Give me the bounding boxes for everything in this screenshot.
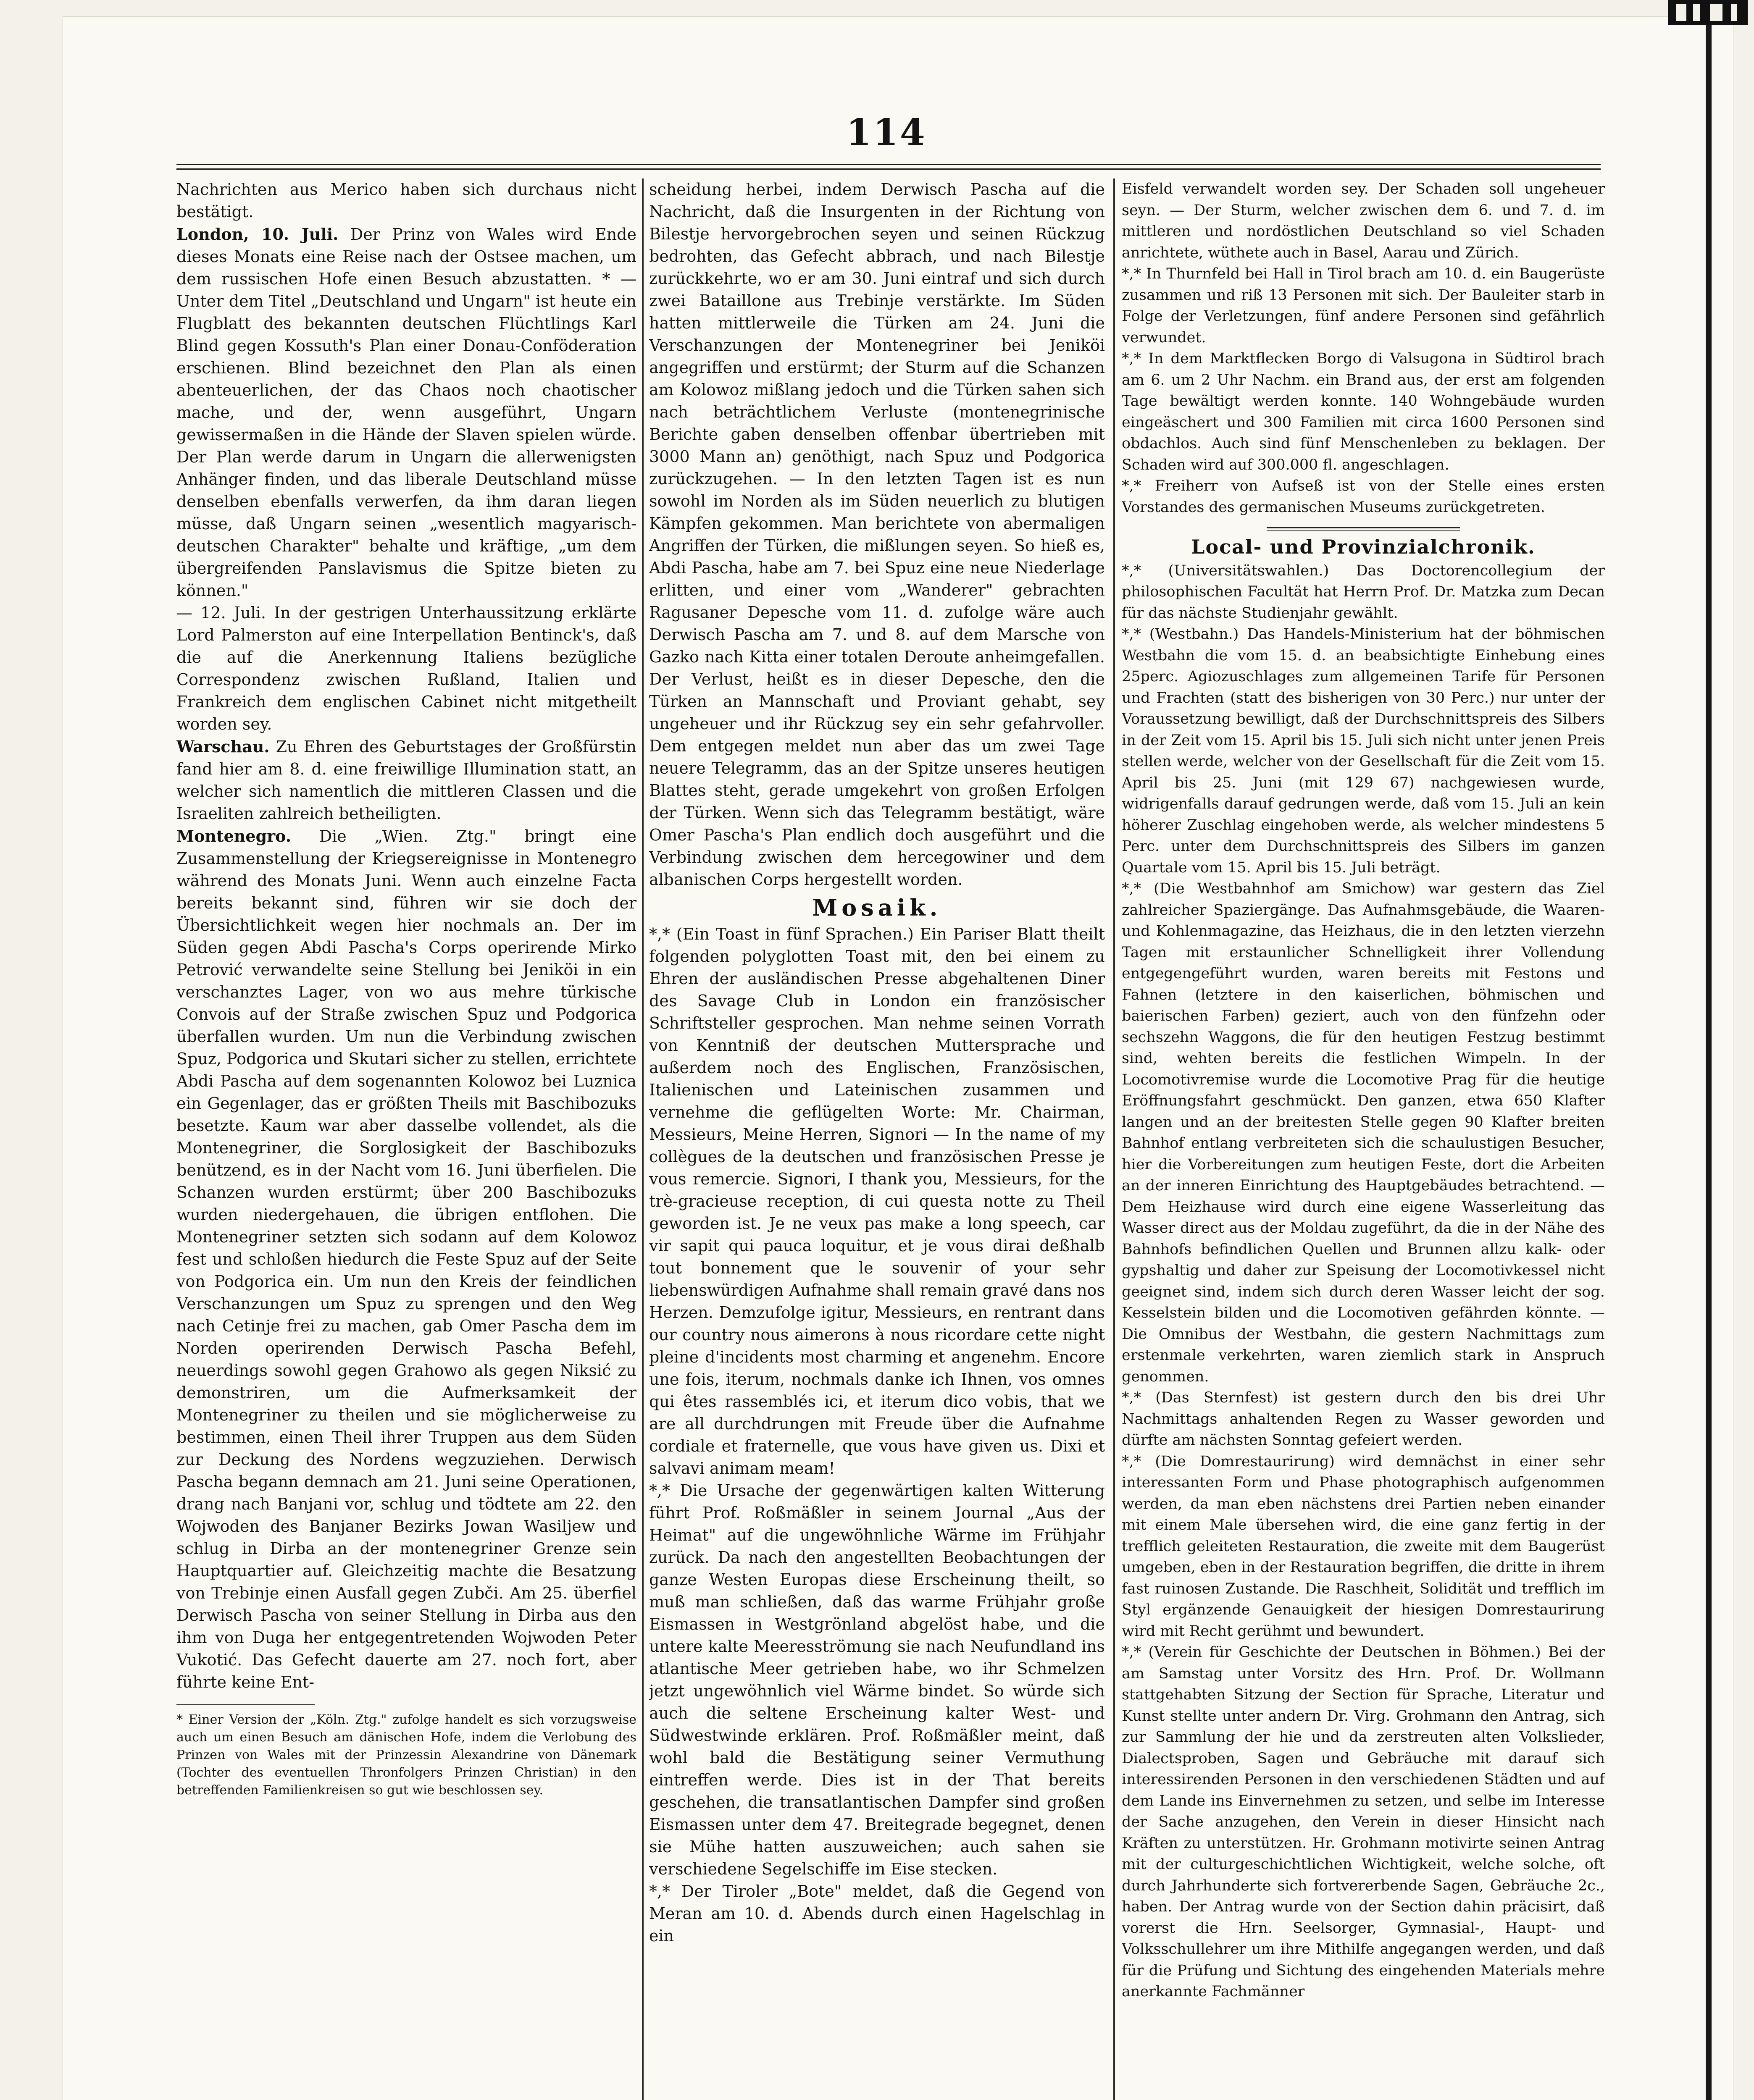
article-paragraph: *,* (Universitätswahlen.) Das Doctorencollegium der philosophischen Facultät hat Herrn Prof. Dr. Matzka zum Decan für das nächste Studienjahr gewählt. — [1122, 562, 1605, 622]
header-rule — [176, 164, 1601, 170]
column-3 — [1122, 178, 1605, 2100]
article-paragraph — [176, 735, 636, 825]
article-paragraph: *,* (Das Sternfest) ist gestern durch den bis drei Uhr Nachmittags anhaltenden Regen zu Wasser geworden und dürfte am nächsten Sonntag gefeiert werden. — [1122, 1389, 1605, 1449]
article-paragraph: *,* Der Tiroler „Bote" meldet, daß die Gegend von Meran am 10. d. Abends durch einen Hagelschlag in ein — [649, 1882, 1105, 1945]
article-paragraph: *,* (Westbahn.) Das Handels-Ministerium hat der böhmischen Westbahn die vom 15. d. an beabsichtigte Einhebung eines 25perc. Agiozuschlages zum allgemeinen Tarife für Personen und Frachten (statt des bisherigen von 30 Perc.) nur unter der Voraussetzung bewilligt, daß der Durchschnittspreis des Silbers in der Zeit vom 15. April bis 15. Juli sich nicht unter jenen Preis stellen werde, welcher von der Gesellschaft für die Zeit vom 15. April bis 25. Juni (mit 129 67) nachgewiesen wurde, widrigenfalls darauf gedrungen werde, daß vom 15. Juli an kein höherer Zuschlag eingehoben werde, als welcher mindestens 5 Perc. unter dem Durchschnittspreis des Silbers im ganzen Quartale vom 15. April bis 15. Juli beträgt. — [1122, 626, 1605, 876]
dateline-montenegro: Montenegro. — [176, 827, 292, 845]
article-paragraph: Nachrichten aus Merico haben sich durchaus nicht bestätigt. — [176, 180, 636, 221]
article-paragraph: *,* Freiherr von Aufseß ist von der Stelle eines ersten Vorstandes des germanischen Museums zurückgetreten. — [1122, 478, 1605, 516]
article-text: Ein Pariser Blatt theilt folgenden polyglotten Toast mit, den bei einem zu Ehren der ausländischen Presse abgehaltenen Diner des Savage Club in London ein französischer Schriftsteller gesprochen. Man nehme seinen Vorrath von Kenntniß der deutschen Muttersprache und außerdem noch des Englischen, Französischen, Italienischen und Lateinischen zusammen und vernehme die geflügelten Worte: Mr. Chairman, Messieurs, Meine Herren, Signori — In the name of my collègues de la deutschen und französischen Presse je vous remercie. Signori, I thank you, Messieurs, for the trè-gracieuse reception, di cui questa notte zu Theil geworden ist. Je ne veux pas make a long speech, car vir sapit qui pauca loquitur, et je vous dirai deßhalb tout bonnement que le souvenir of your sehr liebenswürdigen Aufnahme shall remain gravé dans nos Herzen. Demzufolge igitur, Messieurs, en rentrant dans our country nous aimerons à nous ricordare cette night pleine d'incidents most charming et angenehm. Encore une fois, iterum, nochmals danke ich Ihnen, vos omnes qui êtes rassemblés ici, et iterum dico vobis, that we are all durchdrungen mit Freude über die Aufnahme cordiale et fraternelle, que vous have given us. Dixi et salvavi animam meam! — [649, 925, 1105, 1478]
section-rule — [1267, 527, 1460, 531]
footnote: * Einer Version der „Köln. Ztg." zufolge handelt es sich vorzugsweise auch um einen Besuch am dänischen Hofe, indem die Verlobung des Prinzen von Wales mit der Prinzessin Alexandrine von Dänemark (Tochter des eventuellen Thronfolgers Prinzen Christian) in den betreffenden Familienkreisen so gut wie beschlossen sey. — [176, 1712, 636, 1798]
article-paragraph: *,* Die Ursache der gegenwärtigen kalten Witterung führt Prof. Roßmäßler in seinem Journal „Aus der Heimat" auf die ungewöhnliche Wärme im Frühjahr zurück. Da nach den angestellten Beobachtungen der ganze Westen Europas diese Erscheinung theilt, so muß man schließen, daß das warme Frühjahr große Eismassen in Westgrönland abgelöst habe, und die untere kalte Meeresströmung sie nach Neufundland ins atlantische Meer getrieben habe, wo ihr Schmelzen jetzt ungewöhnlich viel Wärme bindet. So würde sich auch die seltene Erscheinung kalter West- und Südwestwinde erklären. Prof. Roßmäßler meint, daß wohl bald die Bestätigung seiner Vermuthung eintreffen werde. Dies ist in der That bereits geschehen, die transatlantischen Dampfer sind großen Eismassen unter dem 47. Breitegrade begegnet, denen sie Mühe hatten auszuweichen; auch sahen sie verschiedene Segelschiffe im Eise stecken. — [649, 1481, 1105, 1878]
column-divider — [1113, 178, 1115, 2100]
article-paragraph: *,* In dem Marktflecken Borgo di Valsugona in Südtirol brach am 6. um 2 Uhr Nachm. ein Brand aus, der erst am folgenden Tage bewältigt werden konnte. 140 Wohngebäude wurden eingeäschert und 300 Familien mit circa 1600 Personen sind obdachlos. Auch sind fünf Menschenleben zu beklagen. Der Schaden wird auf 300.000 fl. angeschlagen. — [1122, 350, 1605, 473]
column-1 — [176, 178, 636, 2100]
section-heading-mosaik: Mosaik. — [812, 894, 942, 921]
article-paragraph: *,* In Thurnfeld bei Hall in Tirol brach am 10. d. ein Baugerüste zusammen und riß 13 Personen mit sich. Der Bauleiter starb in Folge der Verletzungen, fünf andere Personen sind gefährlich verwundet. — [1122, 265, 1605, 346]
column-divider — [642, 178, 644, 2100]
article-paragraph: — 12. Juli. In der gestrigen Unterhaussitzung erklärte Lord Palmerston auf eine Interpellation Bentinck's, daß die auf die Anerkennung Italiens bezügliche Correspondenz zwischen Rußland, Italien und Frankreich dem englischen Cabinet nicht mitgetheilt worden sey. — [176, 604, 636, 733]
article-paragraph: *,* (Die Domrestaurirung) wird demnächst in einer sehr interessanten Form und Phase photographisch aufgenommen werden, da man eben nächstens drei Partien neben einander mit einem Male übersehen wird, die eine ganz fertig in der trefflich geleiteten Restauration, die zweite mit dem Baugerüst umgeben, eben in der Restauration begriffen, die dritte in ihrem fast ruinosen Zustande. Die Raschheit, Solidität und trefflich im Styl ergänzende Genauigkeit der hiesigen Domrestaurirung wird mit Recht gerühmt und bewundert. — [1122, 1453, 1605, 1640]
dateline-warschau: Warschau. — [176, 737, 270, 756]
page-edge-border — [1706, 17, 1712, 2100]
article-paragraph: *,* (Die Westbahnhof am Smichow) war gestern das Ziel zahlreicher Spaziergänge. Das Aufnahmsgebäude, die Waaren- und Kohlenmagazine, das Heizhaus, die in den letzten vierzehn Tagen mit erstaunlicher Schnelligkeit ihrer Vollendung entgegengeführt wurden, waren bereits mit Festons und Fahnen (letztere in den kaiserlichen, böhmischen und baierischen Farben) geziert, auch von den fünfzehn oder sechszehn Waggons, die für den heutigen Festzug bestimmt sind, wehten bereits die festlichen Wimpeln. In der Locomotivremise wurde die Locomotive Prag für die heutige Eröffnungsfahrt geschmückt. Den ganzen, etwa 650 Klafter langen und an der breitesten Stelle gegen 90 Klafter breiten Bahnhof entlang verbreiteten sich die schaulustigen Besucher, hier die Vorbereitungen zum heutigen Feste, dort die Arbeiten an der inneren Einrichtung des Hauptgebäudes betrachtend. — Dem Heizhause wird durch eine eigene Wasserleitung das Wasser direct aus der Moldau zugeführt, da die in der Nähe des Bahnhofs befindlichen Quellen und Brunnen allzu kalk- oder gypshaltig und daher zur Speisung der Locomotivkessel nicht geeignet sind, indem sich durch deren Wasser leicht der sog. Kesselstein bilden und die Locomotiven gefährden könnte. — Die Omnibus der Westbahn, die gestern Nachmittags zum erstenmale verkehrten, waren ziemlich stark in Anspruch genommen. — [1122, 880, 1605, 1385]
page-number: 114 — [846, 111, 927, 154]
article-text: Zu Ehren des Geburtstages der Großfürstin fand hier am 8. d. eine freiwillige Illumination statt, an welcher sich namentlich die mittleren Classen und die Israeliten zahlreich betheiligten. — [176, 738, 636, 823]
article-text: Der Prinz von Wales wird Ende dieses Monats eine Reise nach der Ostsee machen, um dem russischen Hofe einen Besuch abzustatten. * — Unter dem Titel „Deutschland und Ungarn" ist heute ein Flugblatt des bekannten deutschen Flüchtlings Karl Blind gegen Kossuth's Plan einer Donau-Conföderation erschienen. Blind bezeichnet den Plan als einen abenteuerlichen, der das Chaos noch chaotischer mache, und der, wenn ausgeführt, Ungarn gewissermaßen in die Hände der Slaven spielen würde. Der Plan werde darum in Ungarn die allerwenigsten Anhänger finden, und das liberale Deutschland müsse denselben ebenfalls verwerfen, da ihm daran liegen müsse, daß Ungarn seinen „wesentlich magyarisch-deutschen Charakter" behalte und kräftige, „um dem übergreifenden Panslavismus die Spitze bieten zu können." — [176, 225, 636, 600]
footnote-rule — [176, 1704, 315, 1705]
article-paragraph — [176, 223, 636, 602]
article-paragraph: *,* (Verein für Geschichte der Deutschen in Böhmen.) Bei der am Samstag unter Vorsitz des Hrn. Prof. Dr. Wollmann stattgehabten Sitzung der Section für Sprache, Literatur und Kunst stellte unter andern Dr. Virg. Grohmann den Antrag, sich zur Sammlung der hie und da zerstreuten alten Volkslieder, Dialectsproben, Sagen und Gebräuche mit darauf sich interessirenden Personen in den verschiedenen Städten und auf dem Lande ins Einvernehmen zu setzen, und selbe im Interesse der Sache anzugehen, den Verein in dieser Hinsicht nach Kräften zu unterstützen. Hr. Grohmann motivirte seinen Antrag mit der culturgeschichtlichen Wichtigkeit, welche solche, oft durch Jahrhunderte sich fortvererbende Sagen, Gebräuche 2c., haben. Der Antrag wurde von der Section dahin präcisirt, daß vorerst die Hrn. Seelsorger, Gymnasial-, Haupt- und Volksschullehrer um ihre Mithilfe angegangen werden, und daß für die Prüfung und Sichtung des eingehenden Materials mehre anerkannte Fachmänner — [1122, 1644, 1605, 2000]
section-heading-local-chronicle: Local- und Provinzialchronik. — [1191, 536, 1536, 558]
article-paragraph: Eisfeld verwandelt worden sey. Der Schaden soll ungeheuer seyn. — Der Sturm, welcher zwischen dem 6. und 7. d. im mittleren und nordöstlichen Deutschland so viel Schaden anrichtete, wüthete auch in Basel, Aarau und Zürich. — [1122, 181, 1605, 261]
article-paragraph: scheidung herbei, indem Derwisch Pascha auf die Nachricht, daß die Insurgenten in der Richtung von Bilestje hervorgebrochen seyen und seinen Rückzug bedrohten, das Gefecht abbrach, und nach Bilestje zurückkehrte, wo er am 30. Juni eintraf und sich durch zwei Bataillone aus Trebinje verstärkte. Im Süden hatten mittlerweile die Türken am 24. Juni die Verschanzungen der Montenegriner bei Jeniköi angegriffen und erstürmt; der Sturm auf die Schanzen am Kolowoz mißlang jedoch und die Türken sahen sich nach beträchtlichem Verluste (montenegrinische Berichte gaben denselben offenbar übertrieben mit 3000 Mann an) genöthigt, nach Spuz und Podgorica zurückzugehen. — In den letzten Tagen ist es nun sowohl im Norden als im Süden neuerlich zu blutigen Kämpfen gekommen. Man berichtete von abermaligen Angriffen der Türken, die mißlungen seyen. So hieß es, Abdi Pascha, habe am 7. bei Spuz eine neue Niederlage erlitten, und einer vom „Wanderer" gebrachten Ragusaner Depesche vom 11. d. zufolge wäre auch Derwisch Pascha am 7. und 8. auf dem Marsche von Gazko nach Kitta einer totalen Deroute anheimgefallen. Der Verlust, heißt es in dieser Depesche, den die Türken an Mannschaft und Proviant gehabt, sey ungeheuer und ihr Rückzug sey ein sehr gefahrvoller. Dem entgegen meldet nun aber das um zwei Tage neuere Telegramm, das an der Spitze unseres heutigen Blattes steht, gerade umgekehrt von großen Erfolgen der Türken. Wenn sich das Telegramm bestätigt, wäre Omer Pascha's Plan endlich doch ausgeführt und die Verbindung zwischen dem hercegowiner und dem albanischen Corps hergestellt worden. — [649, 180, 1105, 889]
article-paragraph — [176, 825, 636, 1693]
article-paragraph — [649, 923, 1105, 1480]
column-2 — [649, 178, 1105, 2100]
item-lead: *,* (Ein Toast in fünf Sprachen.) — [649, 925, 914, 943]
article-text: Die „Wien. Ztg." bringt eine Zusammenstellung der Kriegsereignisse in Montenegro während des Monats Juni. Wenn auch einzelne Facta bereits bekannt sind, führen wir sie doch der Übersichtlichkeit wegen hier nochmals an. Der im Süden gegen Abdi Pascha's Corps operirende Mirko Petrović verwandelte seine Stellung bei Jeniköi in ein verschanztes Lager, von wo aus mehre türkische Convois auf der Straße zwischen Spuz und Podgorica überfallen wurden. Um nun die Verbindung zwischen Spuz, Podgorica und Skutari sicher zu stellen, errichtete Abdi Pascha auf dem sogenannten Kolowoz bei Luznica ein Gegenlager, das er größten Theils mit Baschibozuks besetzte. Kaum war aber dasselbe vollendet, als die Montenegriner, die Sorglosigkeit der Baschibozuks benützend, es in der Nacht vom 16. Juni überfielen. Die Schanzen wurden erstürmt; über 200 Baschibozuks wurden niedergehauen, die übrigen entflohen. Die Montenegriner setzten sich sodann auf dem Kolowoz fest und schloßen hiedurch die Feste Spuz auf der Seite von Podgorica ein. Um nun den Kreis der feindlichen Verschanzungen um Spuz zu sprengen und den Weg nach Cetinje frei zu machen, gab Omer Pascha dem im Norden operirenden Derwisch Pascha Befehl, neuerdings sowohl gegen Grahowo als gegen Niksić zu demonstriren, um die Aufmerksamkeit der Montenegriner zu theilen und sie möglicherweise zu bestimmen, einen Theil ihrer Truppen aus dem Süden zur Deckung des Nordens wegzuziehen. Derwisch Pascha begann demnach am 21. Juni seine Operationen, drang nach Banjani vor, schlug und tödtete am 22. den Wojwoden des Banjaner Bezirks Jowan Wasiljew und schlug in Dirba an der montenegriner Grenze sein Hauptquartier auf. Gleichzeitig machte die Besatzung von Trebinje einen Ausfall gegen Zubči. Am 25. überfiel Derwisch Pascha von seiner Stellung in Dirba aus den ihm von Duga her entgegentretenden Wojwoden Peter Vukotić. Das Gefecht dauerte am 27. noch fort, aber führte keine Ent- — [176, 827, 636, 1691]
dateline-london: London, 10. Juli. — [176, 225, 339, 244]
corner-scan-mark — [1659, 0, 1754, 46]
